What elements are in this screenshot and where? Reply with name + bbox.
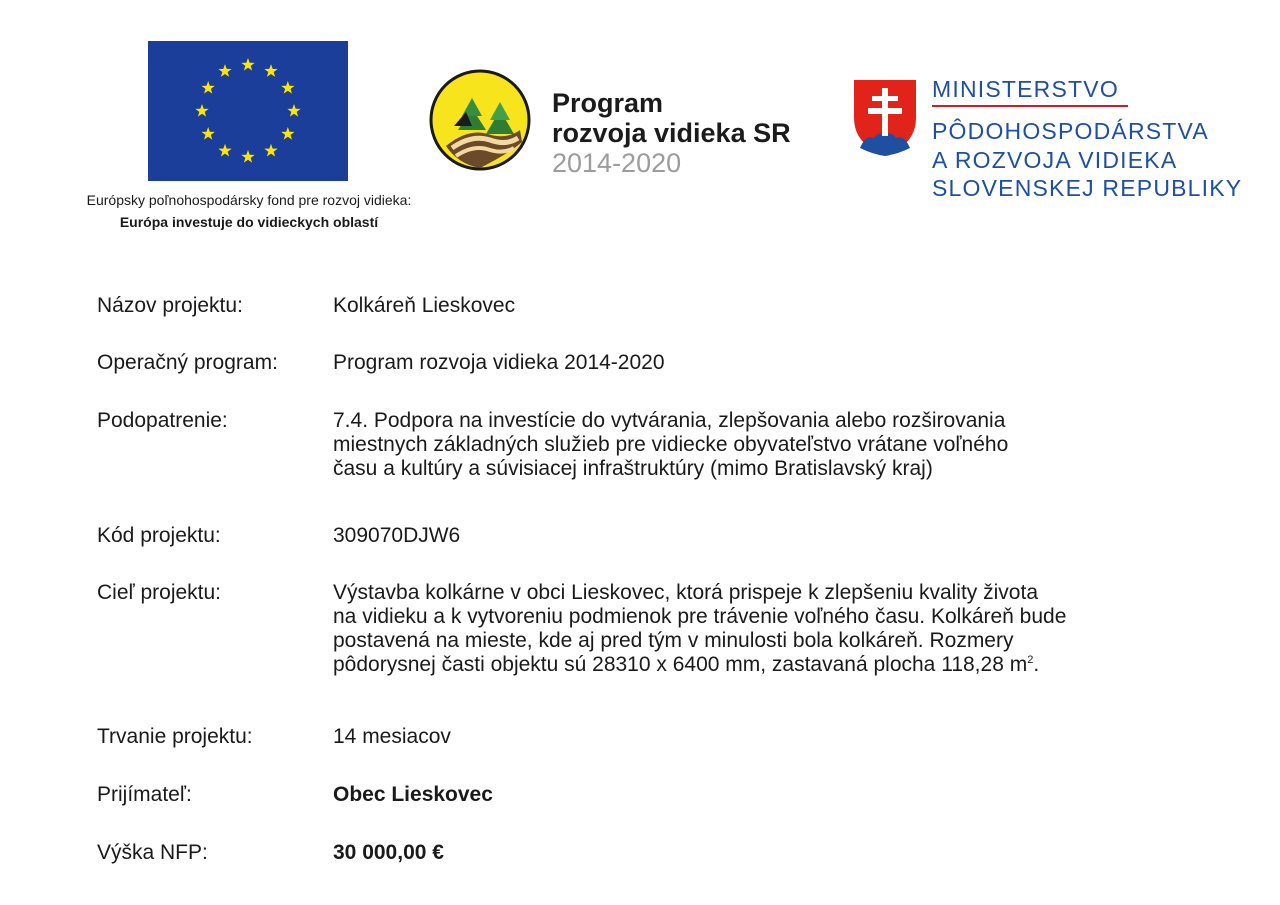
measure-value-line: miestnych základných služieb pre vidiecke obyvateľstvo vrátane voľného: [333, 433, 1009, 456]
operational-program-value: Program rozvoja vidieka 2014-2020: [333, 351, 665, 374]
operational-program-label: Operačný program:: [97, 351, 278, 374]
area-unit-exponent: 2: [1027, 654, 1034, 666]
project-goal-line-end: .: [1033, 653, 1040, 676]
measure-value: [333, 409, 1253, 481]
ministry-name-line4: SLOVENSKEJ REPUBLIKY: [932, 175, 1243, 201]
ministry-underline: [932, 105, 1128, 107]
program-period: 2014-2020: [552, 148, 682, 178]
project-goal-label: Cieľ projektu:: [97, 581, 222, 604]
measure-value-line: 7.4. Podpora na investície do vytvárania, zlepšovania alebo rozširovania: [333, 409, 1006, 432]
project-goal-line: [333, 653, 1253, 677]
project-goal-line: na vidieku a k vytvoreniu podmienok pre trávenie voľného času. Kolkáreň bude: [333, 605, 1067, 628]
duration-label: Trvanie projektu:: [97, 725, 253, 748]
measure-value-line: času a kultúry a súvisiacej infraštruktúry (mimo Bratislavský kraj): [333, 457, 933, 480]
rural-development-program-logo: [428, 68, 532, 172]
ministry-name-line3: A ROZVOJA VIDIEKA: [932, 147, 1178, 173]
project-goal-line-text: pôdorysnej časti objektu sú 28310 x 6400 mm, zastavaná plocha 118,28 m: [333, 653, 1028, 676]
grant-amount-value: 30 000,00 €: [333, 841, 444, 864]
eu-fund-caption: Európsky poľnohospodársky fond pre rozvoj vidieka:: [86, 192, 412, 208]
project-code-label: Kód projektu:: [97, 524, 221, 547]
recipient-label: Prijímateľ:: [97, 783, 192, 806]
measure-label: Podopatrenie:: [97, 409, 228, 432]
project-name-label: Názov projektu:: [97, 294, 243, 317]
project-name-value: Kolkáreň Lieskovec: [333, 294, 516, 317]
recipient-value: Obec Lieskovec: [333, 783, 493, 806]
ministry-name-line1: MINISTERSTVO: [932, 76, 1119, 102]
slovak-coat-of-arms-icon: [852, 78, 918, 158]
grant-amount-label: Výška NFP:: [97, 841, 208, 864]
duration-value: 14 mesiacov: [333, 725, 451, 748]
eu-slogan: Európa investuje do vidieckych oblastí: [119, 214, 379, 230]
project-goal-line: postavená na mieste, kde aj pred tým v minulosti bola kolkáreň. Rozmery: [333, 629, 1014, 652]
program-title-line2: rozvoja vidieka SR: [552, 118, 791, 148]
project-code-value: 309070DJW6: [333, 524, 461, 547]
eu-flag-logo: [148, 41, 348, 181]
ministry-name-line2: PÔDOHOSPODÁRSTVA: [932, 118, 1209, 144]
program-title-line1: Program: [552, 88, 664, 118]
project-goal-value: [333, 581, 1253, 677]
project-goal-line: Výstavba kolkárne v obci Lieskovec, ktorá prispeje k zlepšeniu kvality života: [333, 581, 1038, 604]
